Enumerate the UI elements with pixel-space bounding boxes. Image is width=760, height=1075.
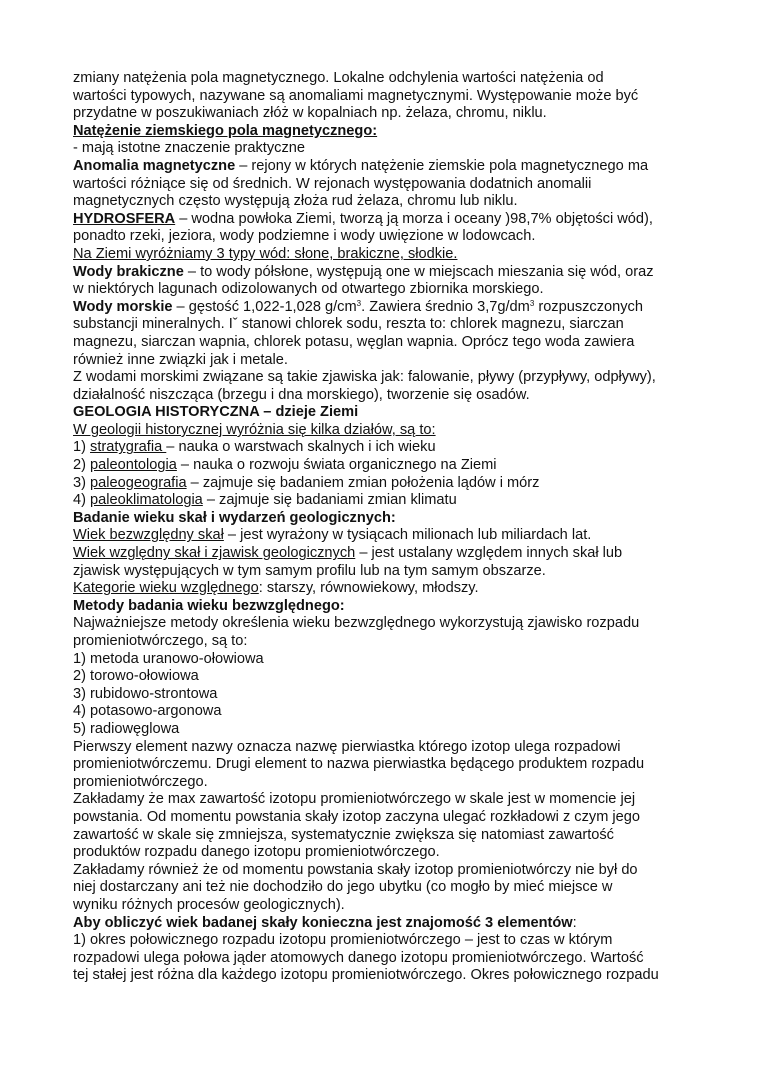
text-segment: Zakładamy że max zawartość izotopu promieniotwórczego w skale jest w momencie jej [73,791,636,808]
text-segment: 1) [73,439,91,456]
text-segment: – jest wyrażony w tysiącach milionach lub miliardach lat. [223,527,592,544]
text-line [73,950,693,968]
text-segment: Najważniejsze metody określenia wieku bezwzględnego wykorzystują zjawisko rozpadu [73,615,640,632]
text-segment: Zakładamy również że od momentu powstania skały izotop promieniotwórczy nie był do [73,861,638,878]
text-segment: W geologii historycznej wyróżnia się kilka działów, są to: [73,421,436,438]
text-line [73,316,693,334]
text-segment: – zajmuje się badaniami zmian klimatu [202,492,457,509]
text-segment: Badanie wieku skał i wydarzeń geologicznych: [73,509,396,526]
text-segment: – nauka o warstwach skalnych i ich wieku [166,439,436,456]
text-line [73,580,693,598]
text-segment: 3) rubidowo-strontowa [73,685,218,702]
text-segment: 4) potasowo-argonowa [73,703,222,720]
text-segment: niej dostarczany ani też nie dochodziło do jego ubytku (co mogło by mieć miejsce w [73,879,613,896]
text-line [73,703,693,721]
text-segment: stratygrafia [90,439,167,456]
text-line [73,967,693,985]
text-segment: HYDROSFERA [73,210,176,227]
text-segment: magnetycznych często występują złoża rud żelaza, chromu lub niklu. [73,193,518,210]
text-segment: – gęstość 1,022-1,028 g/cm [172,298,357,315]
text-line [73,598,693,616]
text-segment: substancji mineralnych. Iˇ stanowi chlorek sodu, reszta to: chlorek magnezu, siarczan [73,316,624,333]
text-line [73,615,693,633]
text-segment: wyniku różnych procesów geologicznych). [73,896,345,913]
text-line [73,176,693,194]
text-line [73,492,693,510]
text-segment: – wodna powłoka Ziemi, tworzą ją morza i oceany )98,7% objętości wód), [175,210,653,227]
text-segment: 2) torowo-ołowiowa [73,668,199,685]
text-segment: przydatne w poszukiwaniach złóż w kopalniach np. żelaza, chromu, niklu. [73,105,547,122]
text-segment: Pierwszy element nazwy oznacza nazwę pierwiastka którego izotop ulega rozpadowi [73,738,621,755]
text-segment: – jest ustalany względem innych skał lub [355,545,623,562]
text-line [73,105,693,123]
text-segment: - mają istotne znaczenie praktyczne [73,140,305,157]
text-segment: wartości typowych, nazywane są anomaliami magnetycznymi. Występowanie może być [73,87,639,104]
text-segment: 1) okres połowicznego rozpadu izotopu promieniotwórczego – jest to czas w którym [73,932,613,949]
text-segment: tej stałej jest różna dla każdego izotopu promieniotwórczego. Okres połowicznego rozpadu [73,967,659,984]
text-line [73,387,693,405]
text-line [73,140,693,158]
text-segment: również inne związki jak i metale. [73,351,288,368]
text-segment: – to wody półsłone, występują one w miejscach mieszania się wód, oraz [183,263,654,280]
text-line [73,264,693,282]
text-line [73,756,693,774]
text-segment: w niektórych lagunach odizolowanych od otwartego zbiornika morskiego. [73,281,544,298]
text-segment: paleontologia [90,457,177,474]
text-segment: paleoklimatologia [90,492,203,509]
text-line [73,457,693,475]
text-line [73,439,693,457]
text-segment: działalność niszcząca (brzegu i dna morskiego), tworzenie się osadów. [73,386,530,403]
text-line [73,193,693,211]
text-segment: Wody brakiczne [73,263,184,280]
text-line [73,404,693,422]
text-segment: 1) metoda uranowo-ołowiowa [73,650,264,667]
text-segment: 5) radiowęglowa [73,720,180,737]
text-segment: : starszy, równowiekowy, młodszy. [258,580,479,597]
text-segment: promieniotwórczego. [73,773,208,790]
text-line [73,739,693,757]
text-segment: Na Ziemi wyróżniamy 3 typy wód: słone, brakiczne, słodkie. [73,245,458,262]
text-line [73,897,693,915]
text-segment: powstania. Od momentu powstania skały izotop zaczyna ulegać rozkładowi z czym jego [73,808,640,825]
text-segment: Wody morskie [73,298,173,315]
text-segment: rozpuszczonych [534,298,643,315]
text-segment: produktów rozpadu danego izotopu promieniotwórczego. [73,844,440,861]
text-segment: Metody badania wieku bezwzględnego: [73,597,345,614]
text-line [73,844,693,862]
text-line [73,563,693,581]
text-line [73,633,693,651]
text-segment: rozpadowi ulega połowa jąder atomowych danego izotopu promieniotwórczego. Wartość [73,949,644,966]
text-segment: . Zawiera średnio 3,7g/dm [361,298,530,315]
text-line [73,281,693,299]
text-line [73,123,693,141]
text-line [73,211,693,229]
text-line [73,334,693,352]
text-segment: GEOLOGIA HISTORYCZNA – dzieje Ziemi [73,404,359,421]
text-segment: Z wodami morskimi związane są takie zjawiska jak: falowanie, pływy (przypływy, odpływy), [73,369,656,386]
text-segment: zjawisk występujących w tym samym profilu lub na tym samym obszarze. [73,562,546,579]
text-segment: – zajmuje się badaniem zmian położenia lądów i mórz [186,474,540,491]
text-line [73,686,693,704]
text-line [73,88,693,106]
text-segment: 4) [73,492,91,509]
text-segment: magnezu, siarczan wapnia, chlorek potasu, węglan wapnia. Oprócz tego woda zawiera [73,333,635,350]
text-segment: Wiek względny skał i zjawisk geologicznych [73,545,356,562]
text-line [73,545,693,563]
text-segment: Aby obliczyć wiek badanej skały konieczna jest znajomość 3 elementów [73,914,573,931]
text-segment: : [572,914,577,931]
text-segment: wartości różniące się od średnich. W rejonach występowania dodatnich anomalii [73,175,592,192]
text-segment: zawartość w skale się zmniejsza, systematycznie zwiększa się natomiast zawartość [73,826,614,843]
text-line [73,879,693,897]
text-line [73,915,693,933]
text-line [73,228,693,246]
text-line [73,774,693,792]
text-line [73,527,693,545]
text-line [73,352,693,370]
text-line [73,862,693,880]
text-segment: ponadto rzeki, jeziora, wody podziemne i wody uwięzione w lodowcach. [73,228,536,245]
text-line [73,827,693,845]
superscript: 3 [356,298,362,308]
text-line [73,721,693,739]
text-segment: Wiek bezwzględny skał [73,527,224,544]
text-line [73,791,693,809]
text-line [73,70,693,88]
text-segment: Kategorie wieku względnego [73,580,259,597]
text-line [73,809,693,827]
text-line [73,932,693,950]
text-segment: 3) [73,474,91,491]
document-page [73,70,693,985]
text-segment: zmiany natężenia pola magnetycznego. Lokalne odchylenia wartości natężenia od [73,70,604,86]
text-segment: Natężenie ziemskiego pola magnetycznego: [73,122,378,139]
text-line [73,668,693,686]
text-line [73,158,693,176]
text-line [73,246,693,264]
text-line [73,651,693,669]
text-line [73,422,693,440]
text-segment: paleogeografia [90,474,187,491]
text-line [73,299,693,317]
text-line [73,369,693,387]
superscript: 3 [529,298,535,308]
text-segment: promieniotwórczemu. Drugi element to nazwa pierwiastka będącego produktem rozpadu [73,756,645,773]
text-segment: Anomalia magnetyczne [73,157,236,174]
text-segment: – nauka o rozwoju świata organicznego na Ziemi [176,457,497,474]
text-segment: – rejony w których natężenie ziemskie pola magnetycznego ma [235,157,649,174]
text-segment: promieniotwórczego, są to: [73,633,248,649]
text-line [73,475,693,493]
text-line [73,510,693,528]
text-segment: 2) [73,457,91,474]
